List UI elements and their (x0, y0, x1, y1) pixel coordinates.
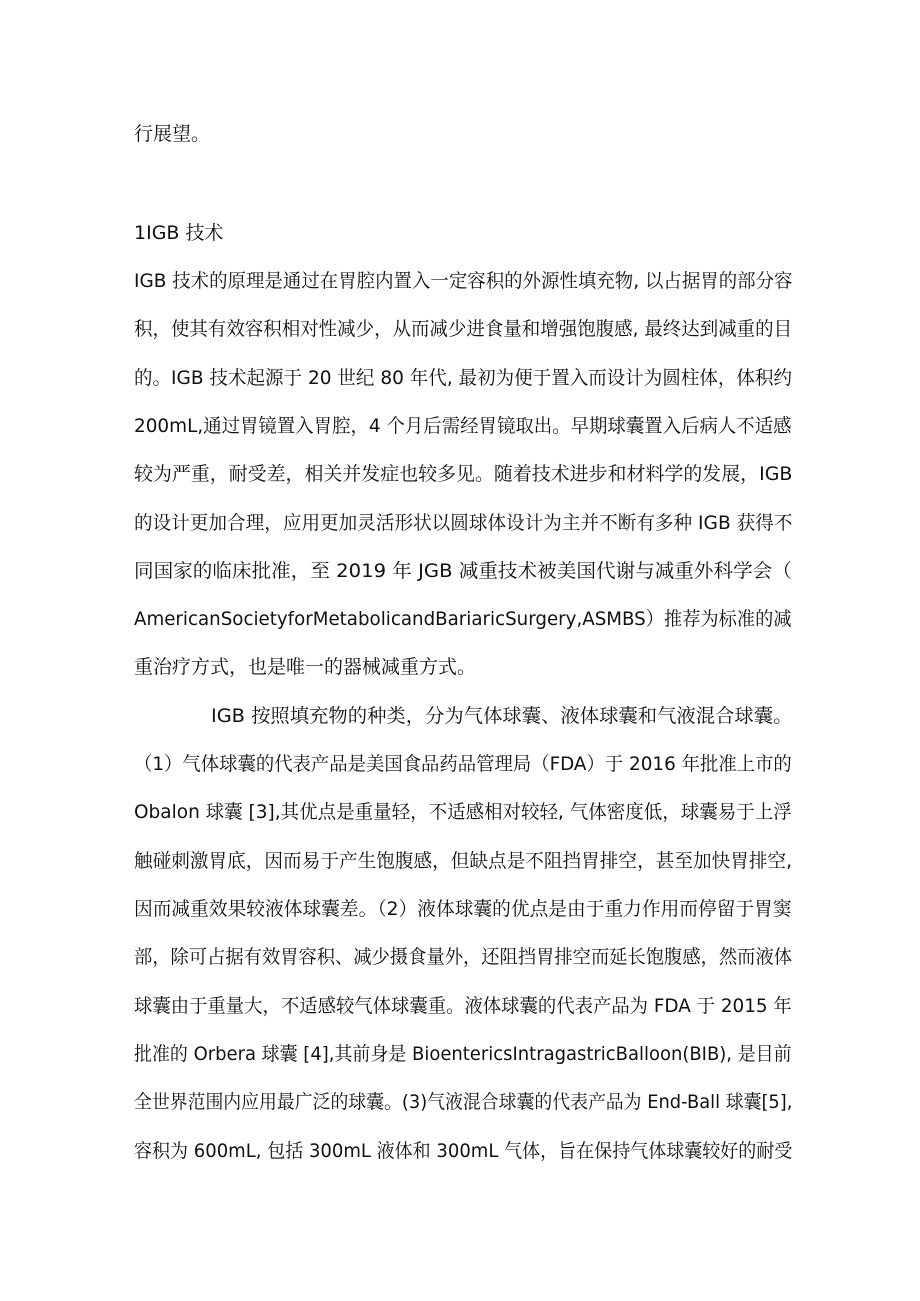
paragraph-line: 200mL,通过胃镜置入胃腔，4 个月后需经胃镜取出。早期球囊置入后病人不适感 (134, 415, 792, 437)
paragraph-line: IGB 技术的原理是通过在胃腔内置入一定容积的外源性填充物, 以占据胃的部分容 (134, 270, 793, 292)
paragraph-line: 全世界范围内应用最广泛的球囊。(3)气液混合球囊的代表产品为 End-Ball 球囊[5], (134, 1091, 793, 1113)
paragraph-line: 容积为 600mL, 包括 300mL 液体和 300mL 气体，旨在保持气体球囊较好的耐受 (134, 1140, 793, 1162)
paragraph-line: 较为严重，耐受差，相关并发症也较多见。随着技术进步和材料学的发展，IGB (134, 463, 793, 485)
paragraph-line: 球囊由于重量大，不适感较气体球囊重。液体球囊的代表产品为 FDA 于 2015 年 (134, 995, 792, 1017)
text-line-closing: 行展望。 (134, 123, 211, 145)
paragraph-line: AmericanSocietyforMetabolicandBariaricSurgery,ASMBS）推荐为标准的减 (134, 608, 792, 630)
paragraph-line: 积，使其有效容积相对性减少，从而减少进食量和增强饱腹感, 最终达到减重的目 (134, 318, 793, 340)
section-heading-igb-technology: 1IGB 技术 (134, 222, 224, 244)
paragraph-line-indented: IGB 按照填充物的种类，分为气体球囊、液体球囊和气液混合球囊。 (211, 705, 793, 727)
paragraph-line: 同国家的临床批准，至 2019 年 JGB 减重技术被美国代谢与减重外科学会（ (134, 560, 792, 582)
paragraph-line: Obalon 球囊 [3],其优点是重量轻，不适感相对较轻, 气体密度低，球囊易于上浮 (134, 801, 792, 823)
paragraph-line: 的。IGB 技术起源于 20 世纪 80 年代, 最初为便于置入而设计为圆柱体，体积约 (134, 367, 792, 389)
paragraph-line: 因而减重效果较液体球囊差。（2）液体球囊的优点是由于重力作用而停留于胃窦 (134, 898, 792, 920)
paragraph-line: 触碰刺激胃底，因而易于产生饱腹感，但缺点是不阻挡胃排空，甚至加快胃排空, (134, 850, 793, 872)
paragraph-line: 部，除可占据有效胃容积、减少摄食量外，还阻挡胃排空而延长饱腹感，然而液体 (134, 946, 793, 968)
paragraph-line: （1）气体球囊的代表产品是美国食品药品管理局（FDA）于 2016 年批准上市的 (134, 753, 792, 775)
paragraph-line: 批准的 Orbera 球囊 [4],其前身是 BioentericsIntragastricBalloon(BIB), 是目前 (134, 1043, 792, 1065)
paragraph-line: 的设计更加合理，应用更加灵活形状以圆球体设计为主并不断有多种 IGB 获得不 (134, 512, 793, 534)
paragraph-line: 重治疗方式，也是唯一的器械减重方式。 (134, 656, 477, 678)
